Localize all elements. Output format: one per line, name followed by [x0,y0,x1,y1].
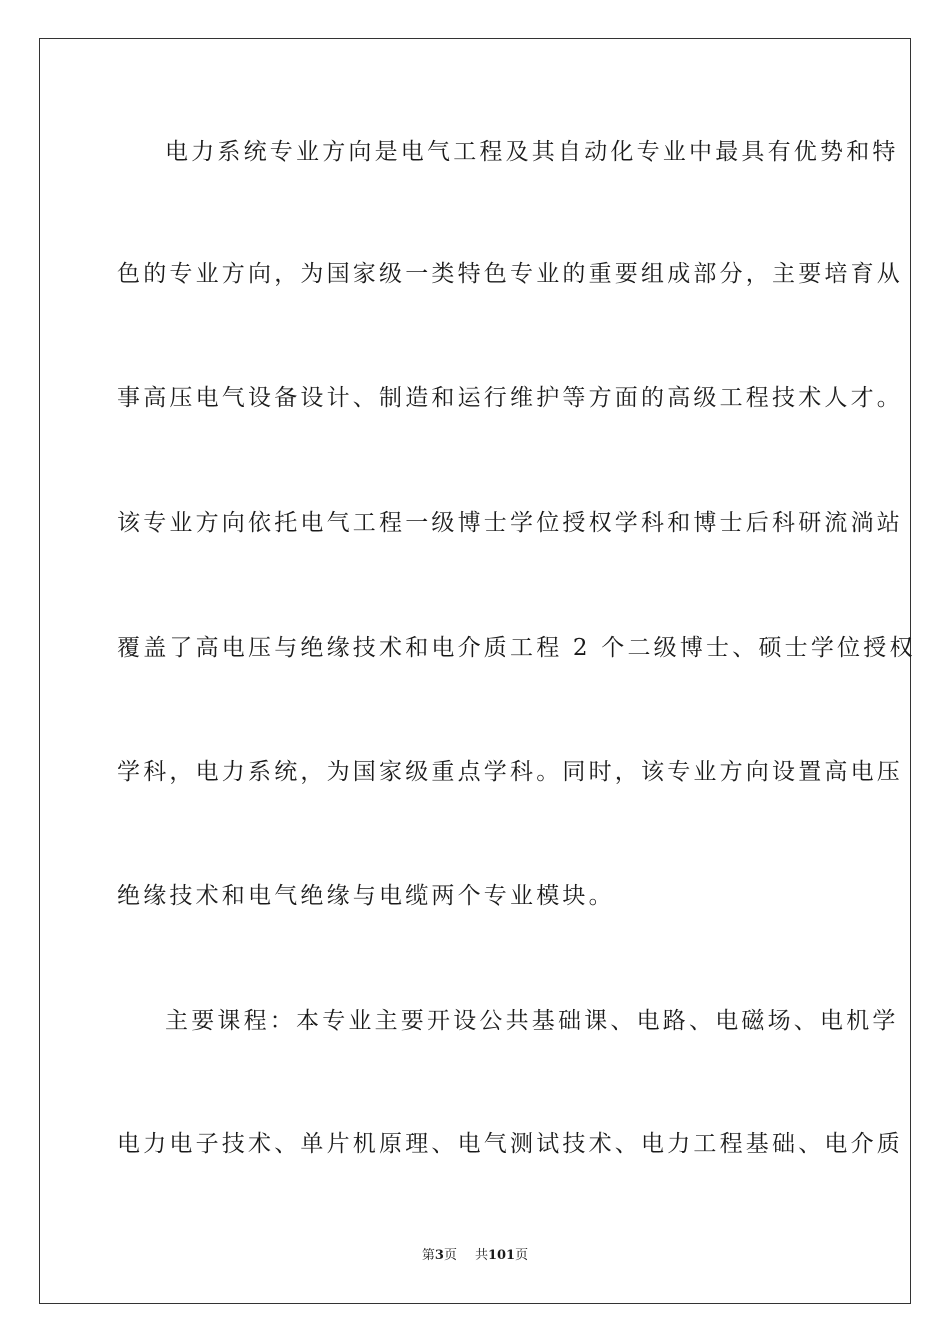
page-border [39,38,916,1304]
total-label-prefix: 共 [474,1248,488,1263]
text-line: 学科，电力系统，为国家级重点学科。同时，该专业方向设置高电压 [117,759,903,785]
text-line: 色的专业方向，为国家级一类特色专业的重要组成部分，主要培育从 [117,261,903,287]
page-footer [0,1247,950,1265]
text-line: 主要课程：本专业主要开设公共基础课、电路、电磁场、电机学 [165,1008,899,1034]
page-number: 3 [434,1248,444,1263]
total-pages: 101 [487,1248,516,1263]
text-line: 电力系统专业方向是电气工程及其自动化专业中最具有优势和特 [165,139,899,165]
text-line: 电力电子技术、单片机原理、电气测试技术、电力工程基础、电介质 [117,1131,903,1157]
text-line: 事高压电气设备设计、制造和运行维护等方面的高级工程技术人才。 [117,385,903,411]
text-line: 绝缘技术和电气绝缘与电缆两个专业模块。 [117,883,615,909]
page-label-prefix: 第 [421,1248,435,1263]
text-line: 该专业方向依托电气工程一级博士学位授权学科和博士后科研流淌站 [117,510,903,536]
page-label-suffix: 页 [443,1248,457,1263]
text-line: 覆盖了高电压与绝缘技术和电介质工程 2 个二级博士、硕士学位授权 [117,635,916,661]
total-label-suffix: 页 [515,1248,529,1263]
